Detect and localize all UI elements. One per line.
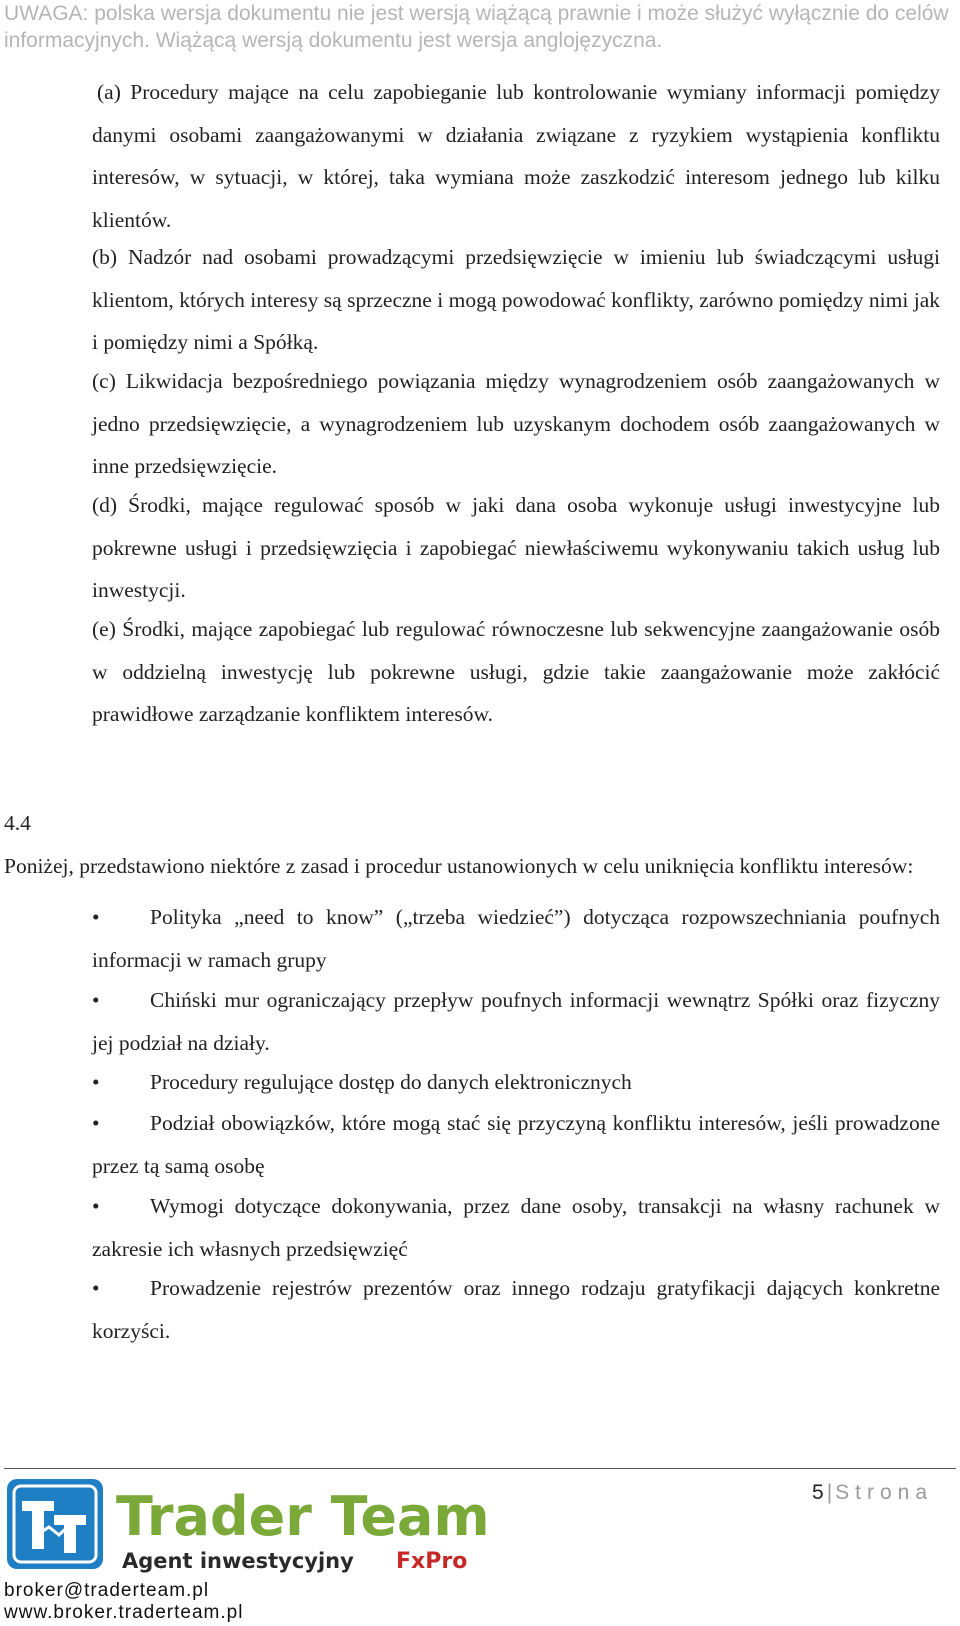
bullet-icon: •	[92, 1194, 100, 1218]
bullet-icon: •	[92, 1276, 100, 1300]
section-intro: Poniżej, przedstawiono niektóre z zasad i procedur ustanowionych w celu uniknięcia konfliktu interesów:	[4, 854, 914, 878]
footer-divider	[4, 1468, 956, 1469]
bullet-item	[92, 1185, 940, 1270]
bullet-icon: •	[92, 988, 100, 1012]
bullet-item	[92, 896, 940, 981]
procedure-item-c: (c) Likwidacja bezpośredniego powiązania między wynagrodzeniem osób zaangażowanych w jedno przedsięwzięcie, a wynagrodzeniem lub uzyskanym dochodem osób zaangażowanych w inne przedsięwzięcie.	[92, 369, 940, 479]
logo-title: Trader Team	[116, 1485, 490, 1548]
bullet-text: Procedury regulujące dostęp do danych elektronicznych	[150, 1070, 632, 1094]
bullet-text: Podział obowiązków, które mogą stać się przyczyną konfliktu interesów, jeśli prowadzone przez tą samą osobę	[92, 1111, 940, 1178]
translation-disclaimer	[4, 0, 954, 54]
bullet-item	[92, 1102, 940, 1187]
logo-brand: FxPro	[396, 1549, 468, 1574]
bullet-item	[92, 979, 940, 1064]
page-word: Strona	[835, 1481, 934, 1504]
page-number: 5	[812, 1481, 825, 1504]
trader-team-logo	[4, 1477, 564, 1577]
page-number-label	[812, 1481, 933, 1505]
bullet-icon: •	[92, 1070, 100, 1094]
bullet-icon: •	[92, 1111, 100, 1135]
procedure-item-a: (a) Procedury mające na celu zapobieganie lub kontrolowanie wymiany informacji pomiędzy danymi osobami zaangażowanymi w działania związane z ryzykiem wystąpienia konfliktu interesów, w sytuacji, w której, taka wymiana może zaszkodzić interesom jednego lub kilku klientów.	[92, 80, 940, 232]
tt-emblem-icon	[7, 1479, 103, 1569]
contact-email[interactable]: broker@traderteam.pl	[4, 1580, 210, 1601]
contact-info	[4, 1580, 243, 1624]
bullet-icon: •	[92, 905, 100, 929]
contact-website[interactable]: www.broker.traderteam.pl	[4, 1602, 244, 1623]
bullet-text: Polityka „need to know” („trzeba wiedzieć”) dotycząca rozpowszechniania poufnych informacji w ramach grupy	[92, 905, 940, 972]
procedure-item-e: (e) Środki, mające zapobiegać lub regulować równoczesne lub sekwencyjne zaangażowanie osób w oddzielną inwestycję lub pokrewne usługi, gdzie takie zaangażowanie może zakłócić prawidłowe zarządzanie konfliktem interesów.	[92, 617, 940, 727]
bullet-text: Wymogi dotyczące dokonywania, przez dane osoby, transakcji na własny rachunek w zakresie ich własnych przedsięwzięć	[92, 1194, 940, 1261]
bullet-text: Chiński mur ograniczający przepływ poufnych informacji wewnątrz Spółki oraz fizyczny jej podział na działy.	[92, 988, 940, 1055]
bullet-text: Prowadzenie rejestrów prezentów oraz innego rodzaju gratyfikacji dających konkretne korzyści.	[92, 1276, 940, 1343]
procedure-item-d: (d) Środki, mające regulować sposób w jaki dana osoba wykonuje usługi inwestycyjne lub pokrewne usługi i przedsięwzięcia i zapobiegać niewłaściwemu wykonywaniu takich usług lub inwestycji.	[92, 493, 940, 603]
page-separator: |	[826, 1481, 834, 1504]
bullet-item	[92, 1267, 940, 1352]
disclaimer-line-2: informacyjnych. Wiążącą wersją dokumentu jest wersja anglojęzyczna.	[4, 29, 663, 52]
disclaimer-line-1: UWAGA: polska wersja dokumentu nie jest wersją wiążącą prawnie i może służyć wyłącznie do celów	[4, 2, 949, 25]
procedure-item-b: (b) Nadzór nad osobami prowadzącymi przedsięwzięcie w imieniu lub świadczącymi usługi klientom, których interesy są sprzeczne i mogą powodować konflikty, zarówno pomiędzy nimi jak i pomiędzy nimi a Spółką.	[92, 245, 940, 355]
section-number: 4.4	[4, 811, 31, 835]
bullet-item	[92, 1061, 940, 1104]
logo-subtitle: Agent inwestycyjny	[122, 1549, 354, 1573]
